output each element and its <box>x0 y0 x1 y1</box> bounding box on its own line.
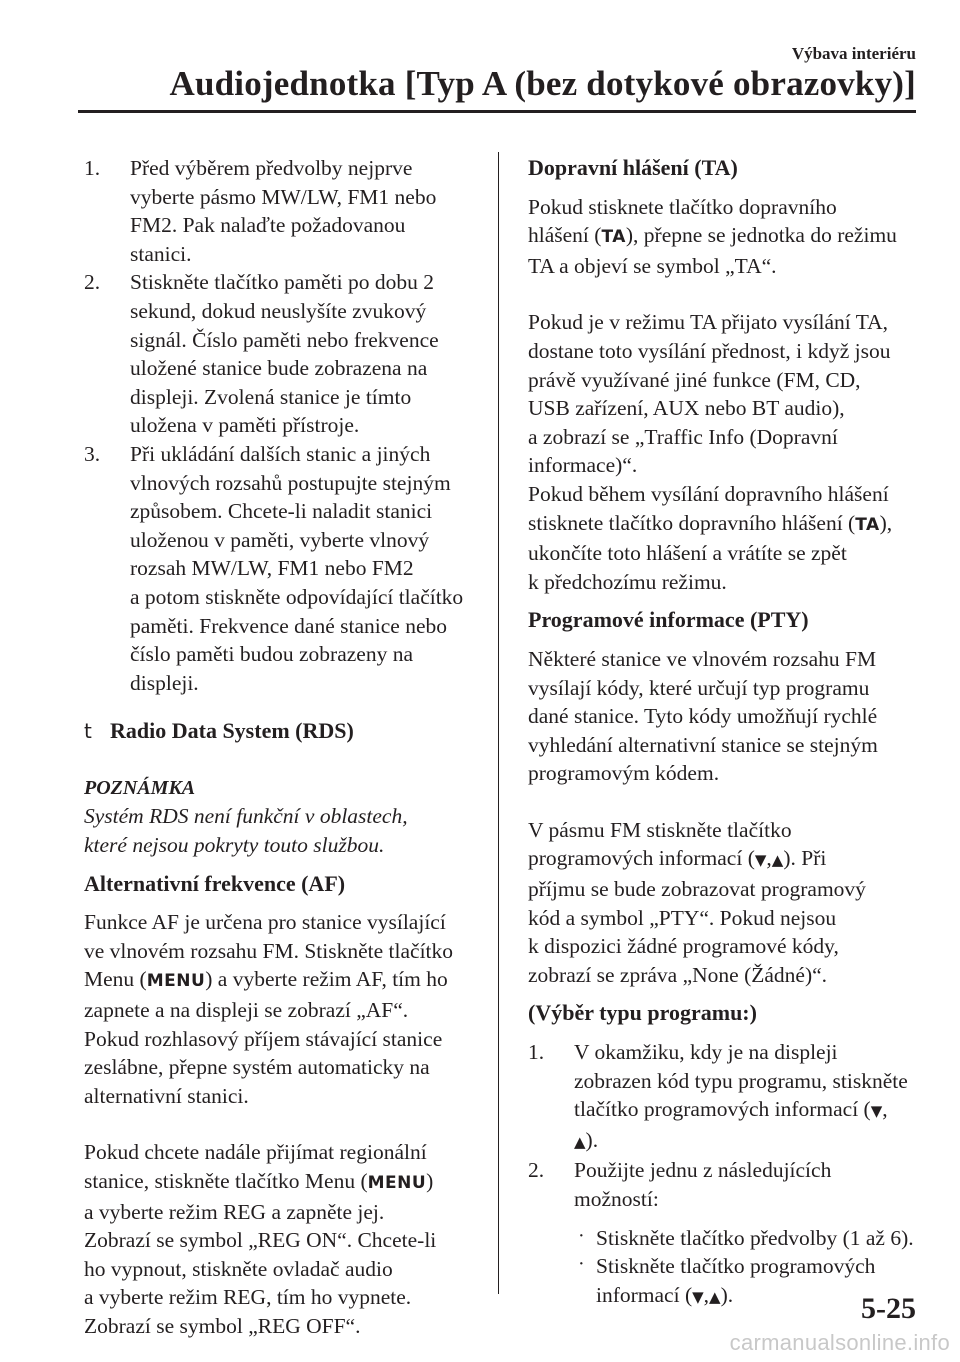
step-text-line: Stiskněte tlačítko paměti po dobu 2 <box>130 270 434 295</box>
left-column <box>84 154 484 1341</box>
text-line: příjmu se bude zobrazovat programový <box>528 877 866 902</box>
text-line: Některé stanice ve vlnovém rozsahu FM <box>528 646 877 671</box>
step-text-line: zobrazen kód typu programu, stiskněte <box>574 1068 908 1093</box>
pty-heading: Programové informace (PTY) <box>528 607 809 633</box>
list-item <box>84 440 484 697</box>
text-line: k předchozímu režimu. <box>528 569 727 594</box>
bullet-icon: · <box>578 1224 585 1247</box>
ta-button-icon: TA <box>601 227 626 248</box>
text-line: vysílají kódy, které určují typ programu <box>528 675 870 700</box>
text-line: dostane toto vysílání přednost, i když jsou <box>528 338 891 363</box>
text-line: a vyberte režim REG, tím ho vypnete. <box>84 1285 412 1310</box>
down-arrow-icon: ▼ <box>870 1102 883 1121</box>
text-line: právě využívané jiné funkce (FM, CD, <box>528 367 861 392</box>
text-line: USB zařízení, AUX nebo BT audio), <box>528 396 845 421</box>
watermark: carmanualsonline.info <box>729 1330 950 1355</box>
text-line: zeslábne, přepne systém automaticky na <box>84 1055 430 1080</box>
down-arrow-icon: ▼ <box>692 1287 704 1306</box>
text-line: zapnete a na displeji se zobrazí „AF“. <box>84 998 409 1023</box>
page-number: 5-25 <box>861 1292 916 1325</box>
text-line: hlášení (TA), přepne se jednotka do režimu <box>528 223 897 248</box>
list-item <box>528 1156 923 1311</box>
menu-button-icon: MENU <box>146 971 206 992</box>
step-text-line: způsobem. Chcete-li naladit stanici <box>130 499 433 524</box>
text-line: Zobrazí se symbol „REG ON“. Chcete-li <box>84 1228 437 1253</box>
step-text-line: Před výběrem předvolby nejprve <box>130 156 413 180</box>
step-text-line: vyberte pásmo MW/LW, FM1 nebo <box>130 184 437 209</box>
af-paragraph-2 <box>84 1138 484 1340</box>
text-line: stanice, stiskněte tlačítko Menu (MENU) <box>84 1169 434 1193</box>
text-line: ho vypnout, stiskněte ovladač audio <box>84 1256 393 1281</box>
text-line: Pokud během vysílání dopravního hlášení <box>528 481 889 506</box>
step-text-line: tlačítko programových informací (▼, <box>574 1097 888 1122</box>
ta-paragraph-1 <box>528 193 923 281</box>
text-line: Zobrazí se symbol „REG OFF“. <box>84 1313 361 1338</box>
step-text-line: Při ukládání dalších stanic a jiných <box>130 441 431 466</box>
pty-paragraph-1 <box>528 645 923 788</box>
text-line: ve vlnovém rozsahu FM. Stiskněte tlačítko <box>84 938 454 963</box>
step-number: 2. <box>84 270 101 295</box>
bullet-text-line: informací (▼,▲). <box>596 1282 734 1307</box>
text-line: programovým kódem. <box>528 761 720 786</box>
step-text-line: paměti. Frekvence dané stanice nebo <box>130 613 447 638</box>
step-text-line: stanici. <box>130 241 192 266</box>
bullet-item <box>574 1224 923 1253</box>
step-number: 2. <box>528 1158 545 1183</box>
right-column <box>528 154 923 1311</box>
ta-heading: Dopravní hlášení (TA) <box>528 155 738 180</box>
note-text-line: Systém RDS není funkční v oblastech, <box>84 804 408 829</box>
text-line: stisknete tlačítko dopravního hlášení (TA), <box>528 510 893 535</box>
text-line: a zobrazí se „Traffic Info (Dopravní <box>528 424 838 449</box>
text-line: ukončíte toto hlášení a vrátíte se zpět <box>528 541 847 566</box>
step-text-line: možností: <box>574 1187 659 1211</box>
text-line: Pokud stisknete tlačítko dopravního <box>528 194 837 219</box>
ta-button-icon: TA <box>855 514 880 535</box>
step-text-line: Použijte jednu z následujících <box>574 1158 832 1183</box>
text-line: Menu (MENU) a vyberte režim AF, tím ho <box>84 967 448 992</box>
up-arrow-icon: ▲ <box>574 1132 586 1151</box>
list-item <box>84 268 484 440</box>
program-type-selection-heading: (Výběr typu programu:) <box>528 1000 757 1026</box>
text-line: a vyberte režim REG a zapněte jej. <box>84 1199 385 1224</box>
text-line: Pokud rozhlasový příjem stávající stanice <box>84 1026 443 1051</box>
menu-button-icon: MENU <box>367 1173 427 1193</box>
step-text-line: signál. Číslo paměti nebo frekvence <box>130 327 439 352</box>
pty-paragraph-2 <box>528 816 923 990</box>
step-text-line: uloženou v paměti, vyberte vlnový <box>130 527 430 552</box>
step-text-line: uložené stanice bude zobrazena na <box>130 356 428 381</box>
step-text-line: uložena v paměti přístroje. <box>130 413 360 438</box>
up-arrow-icon: ▲ <box>709 1287 721 1306</box>
step-number: 1. <box>528 1040 545 1065</box>
step-number: 1. <box>84 156 101 180</box>
text-line: vyhledání alternativní stanice se stejným <box>528 732 878 757</box>
text-line: Funkce AF je určena pro stanice vysílající <box>84 910 446 935</box>
list-item <box>84 154 484 268</box>
step-number: 3. <box>84 441 101 466</box>
bullet-text-line: Stiskněte tlačítko programových <box>596 1254 876 1279</box>
af-paragraph-1 <box>84 908 484 1110</box>
bullet-icon: · <box>578 1253 585 1276</box>
section-marker-icon: t <box>84 719 92 744</box>
rds-heading-text: Radio Data System (RDS) <box>110 718 354 744</box>
page-title: Audiojednotka [Typ A (bez dotykové obrazovky)] <box>169 64 916 103</box>
step-text-line: sekund, dokud neuslyšíte zvukový <box>130 298 427 323</box>
text-line: V pásmu FM stiskněte tlačítko <box>528 817 792 842</box>
text-line: programových informací (▼,▲). Při <box>528 846 827 871</box>
column-divider <box>498 152 499 1294</box>
text-line: Pokud chcete nadále přijímat regionální <box>84 1140 427 1165</box>
text-line: informace)“. <box>528 453 638 478</box>
step-text-line: a potom stiskněte odpovídající tlačítko <box>130 584 464 609</box>
step-text-line: číslo paměti budou zobrazeny na <box>130 642 413 667</box>
step-text-line: displeji. <box>130 670 199 695</box>
list-item <box>528 1038 923 1156</box>
step-text-line: rozsah MW/LW, FM1 nebo FM2 <box>130 556 414 581</box>
step-text-line: ▲). <box>574 1127 599 1152</box>
step-text-line: vlnových rozsahů postupujte stejným <box>130 470 451 495</box>
note-text-line: které nejsou pokryty touto službou. <box>84 833 385 858</box>
step-text-line: FM2. Pak nalaďte požadovanou <box>130 213 406 238</box>
step-text-line: V okamžiku, kdy je na displeji <box>574 1040 838 1065</box>
down-arrow-icon: ▼ <box>754 851 767 870</box>
text-line: dané stanice. Tyto kódy umožňují rychlé <box>528 704 878 729</box>
text-line: k dispozici žádné programové kódy, <box>528 934 839 959</box>
text-line: Pokud je v režimu TA přijato vysílání TA, <box>528 310 889 335</box>
note-title: POZNÁMKA <box>84 776 196 799</box>
text-line: zobrazí se zpráva „None (Žádné)“. <box>528 962 828 987</box>
text-line: alternativní stanici. <box>84 1083 249 1108</box>
af-heading: Alternativní frekvence (AF) <box>84 870 346 896</box>
text-line: kód a symbol „PTY“. Pokud nejsou <box>528 905 837 930</box>
rds-heading <box>84 717 484 746</box>
step-text-line: displeji. Zvolená stanice je tímto <box>130 384 412 409</box>
up-arrow-icon: ▲ <box>771 851 784 870</box>
header-divider <box>78 110 916 113</box>
ta-paragraph-2 <box>528 308 923 596</box>
section-label: Výbava interiéru <box>791 44 916 63</box>
text-line: TA a objeví se symbol „TA“. <box>528 253 777 278</box>
bullet-text-line: Stiskněte tlačítko předvolby (1 až 6). <box>596 1225 914 1250</box>
